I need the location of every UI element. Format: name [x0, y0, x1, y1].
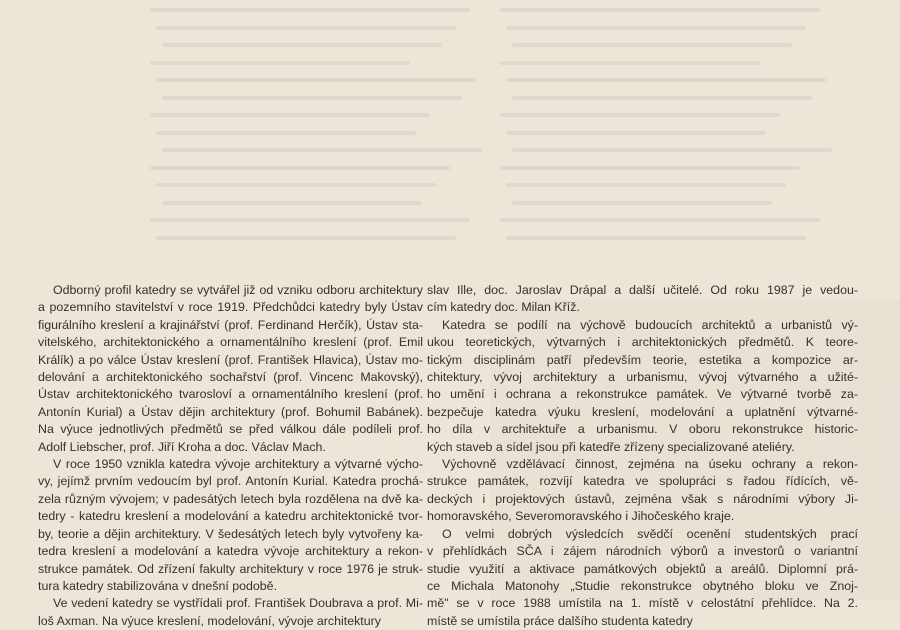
bleed-line [162, 148, 482, 152]
text-line: slav Ille, doc. Jaroslav Drápal a další učitelé. Od roku 1987 je vedou- [427, 283, 858, 297]
text-line: figurálního kreslení a krajinářství (prof. Ferdinand Herčík), Ústav sta- [38, 317, 423, 332]
paragraph [427, 317, 858, 456]
text-line: strukce památek. Od zřízení fakulty architektury v roce 1976 je struk- [38, 561, 423, 576]
bleed-line [150, 218, 470, 222]
text-line: ukou teoretických, výtvarných i architektonických předmětů. K teore- [427, 335, 858, 350]
bleed-line [150, 166, 450, 170]
text-line: delování a architektonického sochařství (prof. Vincenc Makovský), [38, 370, 423, 385]
text-line: tedry - katedru kreslení a modelování a katedru architektonické tvor- [38, 509, 423, 524]
bleed-line [506, 26, 806, 30]
text-line: a pozemního stavitelství v roce 1919. Předchůdci katedry byly Ústav [38, 300, 423, 315]
bleed-line [156, 26, 456, 30]
bleed-line [162, 43, 442, 47]
bleed-line [500, 8, 820, 12]
bleed-line [500, 113, 780, 117]
bleed-line [512, 43, 792, 47]
text-line: místě se umístila práce dalšího studenta katedry [427, 613, 693, 628]
bleed-line [156, 236, 456, 240]
bleed-line [156, 131, 416, 135]
text-line: zela různým vývojem; v padesátých letech byla rozdělena na dvě ka- [38, 491, 423, 506]
text-line: Antonín Kurial) a Ústav dějin architektury (prof. Bohumil Babánek). [38, 404, 423, 419]
bleed-line [512, 96, 812, 100]
text-line: Ve vedení katedry se vystřídali prof. František Doubrava a prof. Mi- [53, 596, 423, 611]
bleed-line [150, 8, 470, 12]
bleed-line [500, 61, 760, 65]
text-line: Katedra se podílí na výchově budoucích architektů a urbanistů vý- [442, 317, 858, 332]
text-line: Adolf Liebscher, prof. Jiří Kroha a doc. Václav Mach. [38, 439, 326, 454]
paragraph [427, 282, 858, 317]
text-line: V roce 1950 vznikla katedra vývoje architektury a výtvarné výcho- [53, 457, 423, 472]
text-line: Odborný profil katedry se vytvářel již od vzniku odboru architektury [53, 283, 423, 297]
bleed-line [506, 183, 786, 187]
text-line: deckých i projektových ústavů, zejména však s národními výbory Ji- [427, 491, 858, 506]
text-line: Výchovně vzdělávací činnost, zejména na úseku ochrany a rekon- [442, 457, 858, 472]
text-line: Na výuce jednotlivých předmětů se před válkou dále podíleli prof. [38, 422, 423, 437]
paragraph [38, 282, 423, 456]
text-line: strukce památek, rozvíjí katedra ve spolupráci s řadou řídících, vě- [427, 474, 858, 489]
left-column [38, 282, 423, 630]
text-line: v přehlídkách SČA i zájem národních výborů a investorů o variantní [427, 544, 858, 559]
text-line: vitelského, architektonického a ornamentálního kreslení (prof. Emil [38, 335, 423, 350]
bleed-line [512, 201, 772, 205]
text-line: ho díla v architektuře a urbanismu. V oboru rekonstrukce historic- [427, 422, 858, 437]
bleed-line [506, 236, 806, 240]
text-line: studie využití a aktivace památkových objektů a areálů. Diplomní prá- [427, 561, 858, 576]
right-column [427, 282, 858, 630]
bleed-line [500, 218, 820, 222]
bleed-line [156, 183, 436, 187]
text-line: chitektury, vývoj architektury a urbanismu, vývoj výtvarného a užité- [427, 370, 858, 385]
bleed-line [156, 78, 476, 82]
paragraph [38, 595, 423, 630]
text-line: tedra kreslení a modelování a katedra vývoje architektury a rekon- [38, 544, 423, 559]
bleed-through-text [150, 0, 840, 250]
text-line: ce Michala Matonohy „Studie rekonstrukce obytného bloku ve Znoj- [427, 578, 858, 593]
bleed-line [506, 131, 766, 135]
text-line: Ústav architektonického tvarosloví a ornamentálního kreslení (prof. [38, 387, 423, 402]
text-line: by, teorie a dějin architektury. V šedesátých letech byly vytvořeny ka- [38, 526, 423, 541]
text-line: O velmi dobrých výsledcích svědčí ocenění studentských prací [442, 526, 858, 541]
text-line: ho umění i ochrana a rekonstrukce památek. Ve výtvarné tvorbě za- [427, 387, 858, 402]
bleed-line [150, 61, 410, 65]
text-line: cím katedry doc. Milan Kříž. [427, 300, 580, 315]
text-line: Králík) a po válce Ústav kreslení (prof. František Hlavica), Ústav mo- [38, 352, 423, 367]
bleed-line [506, 78, 826, 82]
bleed-line [150, 113, 430, 117]
bleed-line [162, 96, 462, 100]
paragraph [427, 526, 858, 630]
text-line: homoravského, Severomoravského i Jihočeského kraje. [427, 509, 735, 524]
text-line: tickým disciplinám patří především teorie, estetika a kompozice ar- [427, 352, 858, 367]
text-line: vy, jejímž prvním vedoucím byl prof. Antonín Kurial. Katedra prochá- [38, 474, 423, 489]
bleed-line [512, 148, 832, 152]
text-line: bezpečuje katedra výuku kreslení, modelování a uplatnění výtvarné- [427, 404, 858, 419]
paragraph [427, 456, 858, 526]
text-line: mě" se v roce 1988 umístila na 1. místě v celostátní přehlídce. Na 2. [427, 596, 858, 611]
bleed-line [500, 166, 800, 170]
text-line: kých staveb a sídel jsou při katedře zřízeny specializované ateliéry. [427, 439, 795, 454]
paragraph [38, 456, 423, 595]
text-line: loš Axman. Na výuce kreslení, modelování, vývoje architektury [38, 613, 381, 628]
bleed-line [162, 201, 422, 205]
text-line: tura katedry stabilizována v dnešní podobě. [38, 578, 278, 593]
